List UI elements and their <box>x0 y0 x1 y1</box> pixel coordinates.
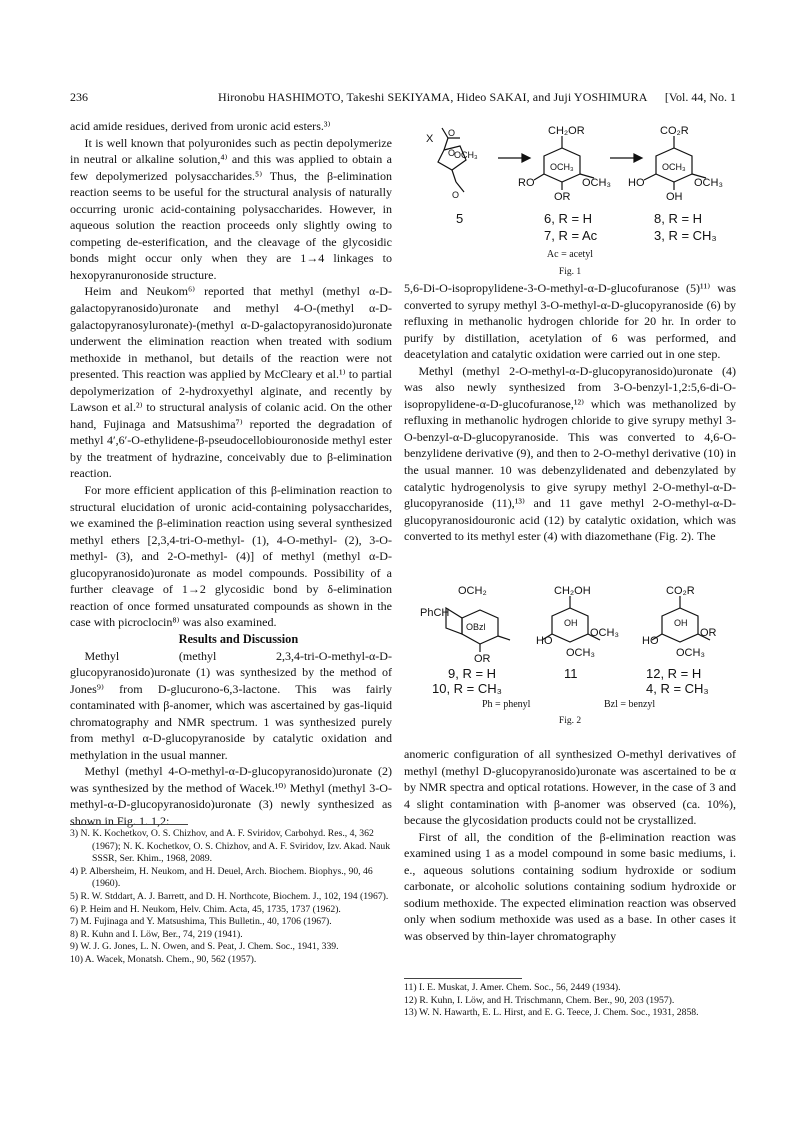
header-authors: Hironobu HASHIMOTO, Takeshi SEKIYAMA, Hideo SAKAI, and Juji YOSHIMURA <box>218 90 648 104</box>
right-footnotes <box>404 978 736 1020</box>
group-label: OR <box>700 627 717 639</box>
group-label: OCH₂ <box>458 585 487 597</box>
group-label: O <box>448 128 456 138</box>
right-column <box>404 280 736 545</box>
group-label: OCH₃ <box>590 627 619 639</box>
group-label: HO <box>628 177 645 189</box>
figure-2 <box>404 580 736 730</box>
figure-2-legend-ph: Ph = phenyl <box>482 699 531 710</box>
section-heading: Results and Discussion <box>178 631 299 646</box>
compound-label: 8, R = H <box>654 211 703 226</box>
footnote-rule <box>70 824 188 825</box>
footnote: 7) M. Fujinaga and Y. Matsushima, This Bulletin., 40, 1706 (1967). <box>70 916 332 928</box>
group-label: OR <box>474 653 491 665</box>
paragraph: Methyl (methyl 2,3,4-tri-O-methyl-α-D-glucopyranosido)uronate (1) was synthesized by the method of Jones⁹⁾ from D-glucurono-6,3-lactone. This was fairly contaminated with β-anomer, which was ascertained by gas-liquid chromatography and NMR spectrum. 1 was synthesized purely from methyl α-D-glucopyranoside by catalytic oxidation and methylation in the usual manner. <box>70 648 392 762</box>
figure-1-legend: Ac = acetyl <box>546 249 594 260</box>
compound-label: 9, R = H <box>448 666 497 681</box>
group-label: O <box>452 190 460 200</box>
paragraph: Methyl (methyl 2-O-methyl-α-D-glucopyranosido)uronate (4) was also newly synthesized from 3-O-benzyl-1,2:5,6-di-O-isopropylidene-α-D-glucofuranose,¹²⁾ which was methanolized by refluxing in methanolic hydrogen chloride to give syrupy methyl 3-O-benzyl-α-D-glucopyranoside. This was converted to 4,6-O-benzylidene derivative (9), and then to 2-O-methyl derivative (10) in the usual manner. 10 was debenzylidenated and debenzylated by catalytic hydrogenolysis to give syrupy methyl 2-O-methyl-α-D-glucopyranoside (11),¹³⁾ and 11 gave methyl 2-O-methyl-α-D-glucopyranosidouronic acid (12) by catalytic oxidation, which was converted to its methyl ester (4) with diazomethane (Fig. 2). The <box>404 363 736 544</box>
group-label: OBzl <box>466 622 486 632</box>
footnote: 11) I. E. Muskat, J. Amer. Chem. Soc., 56, 2449 (1934). <box>404 982 621 993</box>
compound-label: 5 <box>456 211 464 226</box>
compound-label: 12, R = H <box>646 666 702 681</box>
right-column-continued <box>404 746 736 945</box>
group-label: HO <box>642 635 659 647</box>
group-label: OCH₃ <box>676 647 705 659</box>
paragraph: For more efficient application of this β-elimination reaction to structural elucidation of uronic acid-containing polysaccharides, we examined the β-elimination reaction using several synthesized methyl ethers [2,3,4-tri-O-methyl- (1), 4-O-methyl- (2), 3-O-methyl- (3), and 2-O-methyl- (4)] of methyl (methyl α-D-glucopyranosido)uronate as model compounds. Possibility of a further cleavage of 1→2 glycosidic bond by δ-elimination reaction of once formed unsaturated compounds as shown in the case with picroclocin⁸⁾ was also examined. <box>70 483 392 630</box>
page-number: 236 <box>70 90 88 104</box>
group-label: OH <box>564 618 578 628</box>
paragraph: Heim and Neukom⁶⁾ reported that methyl (methyl α-D-galactopyranosido)uronate and methyl 4-O-(methyl α-D-galactopyranosyluronate)-(methyl α-D-galactopyranosido)uronate underwent the elimination reaction when treated with sodium methoxide in methanol, but details of the reaction were not presented. This reaction was applied by McCleary et al.¹⁾ to partial depolymerization of 2-hydroxyethyl alginate, and recently by Lawson et al.²⁾ to structural analysis of colanic acid. On the other hand, Fujinaga and Matsushima⁷⁾ reported the degradation of methyl 4′,6′-O-ethylidene-β-pseudocellobiouronoside methyl ester by the treatment of hydrazine, conceivably due to β-elimination reaction. <box>70 284 392 481</box>
paragraph: anomeric configuration of all synthesized O-methyl derivatives of methyl (methyl D-glucopyranosido)uronate was ascertained to be α by NMR spectra and optical rotations. However, in the case of 3 and 4 slight contamination with β-anomer was observed (ca. 10%), because the glycosidation products could not be crystallized. <box>404 747 736 828</box>
footnote: 13) W. N. Hawarth, E. L. Hirst, and E. G. Teece, J. Chem. Soc., 1931, 2858. <box>404 1007 699 1019</box>
group-label: RO <box>518 177 535 189</box>
compound-label: 4, R = CH₃ <box>646 681 709 696</box>
group-label: CH₂OH <box>554 585 591 597</box>
arrowhead <box>634 154 642 162</box>
group-label: CH₂OR <box>548 125 585 137</box>
group-label: OCH₃ <box>454 150 478 160</box>
figure-1 <box>404 116 736 296</box>
group-label: CO₂R <box>666 585 695 597</box>
arrowhead <box>522 154 530 162</box>
paragraph: 5,6-Di-O-isopropylidene-3-O-methyl-α-D-glucofuranose (5)¹¹⁾ was converted to syrupy methyl 3-O-methyl-α-D-glucopyranoside (6) by refluxing in methanolic hydrogen chloride for 20 hr. In order to purify by distillation, acetylation of 6 was performed, and deacetylation and catalytic oxidation were carried out in one step. <box>404 281 736 362</box>
group-label: OCH₃ <box>550 162 574 172</box>
group-label: OCH₃ <box>582 177 611 189</box>
footnote: 4) P. Albersheim, H. Neukom, and H. Deuel, Arch. Biochem. Biophys., 90, 46 (1960). <box>70 865 373 890</box>
footnote: 12) R. Kuhn, I. Löw, and H. Trischmann, Chem. Ber., 90, 203 (1957). <box>404 994 675 1006</box>
paragraph: First of all, the condition of the β-elimination reaction was examined using 1 as a model compound in some basic mediums, i. e., aqueous solutions containing sodium hydroxide or sodium carbonate, or alcoholic solutions containing sodium hydroxide or sodium methoxide. The expected elimination reaction was observed only when sodium methoxide was used as a base. In other cases it was observed by thin-layer chromatography <box>404 829 736 944</box>
compound-label: 6, R = H <box>544 211 593 226</box>
compound-label: 7, R = Ac <box>544 228 598 243</box>
figure-2-caption: Fig. 2 <box>558 716 582 726</box>
group-label: OH <box>666 191 683 203</box>
group-label: OCH₃ <box>662 162 686 172</box>
paragraph: Methyl (methyl 4-O-methyl-α-D-glucopyranosido)uronate (2) was synthesized by the method of Wacek.¹⁰⁾ Methyl (methyl 3-O-methyl-α-D-glucopyranosido)uronate (3) newly synthesized as shown in Fig. 1. 1,2: <box>70 764 392 828</box>
figure-2-structures <box>404 580 736 690</box>
group-label: HO <box>536 635 553 647</box>
footnote: 8) R. Kuhn and I. Löw, Ber., 74, 219 (1941). <box>70 928 243 940</box>
group-label: OR <box>554 191 571 203</box>
group-label: X <box>426 133 434 145</box>
footnote: 9) W. J. G. Jones, L. N. Owen, and S. Peat, J. Chem. Soc., 1941, 339. <box>70 941 339 953</box>
header-volume: [Vol. 44, No. 1 <box>664 90 736 104</box>
group-label: OCH₃ <box>566 647 595 659</box>
left-footnotes <box>70 824 392 967</box>
paragraph: It is well known that polyuronides such as pectin depolymerize in neutral or alkaline solution,⁴⁾ and this was applied to obtain a few depolymerized polysaccharides.⁵⁾ Thus, the β-elimination reaction seems to be useful for the structural analysis of naturally occurring uronic acid-containing polysaccharides. However, in aqueous solution the reaction proceeds only slightly owing to competing de-esterification, and the cleavage of the glycosidic bonds might occur only when they are 1→4 linkages to hexopyranuronoside structure. <box>70 135 392 282</box>
running-header <box>70 90 736 110</box>
group-label: PhCH <box>420 607 450 619</box>
group-label: CO₂R <box>660 125 689 137</box>
compound-label: 11 <box>564 666 578 681</box>
footnote: 3) N. K. Kochetkov, O. S. Chizhov, and A. F. Sviridov, Carbohyd. Res., 4, 362 (1967); N. K. Kochetkov, O. S. Chizhov, and A. F. Sviridov, Izv. Akad. Nauk SSSR, Ser. Khim., 1968, 2089. <box>70 828 391 865</box>
group-label: OCH₃ <box>694 177 723 189</box>
figure-1-caption: Fig. 1 <box>558 267 582 277</box>
compound-label: 3, R = CH₃ <box>654 228 717 243</box>
figure-1-structures <box>404 116 736 246</box>
paragraph: acid amide residues, derived from uronic acid esters.³⁾ <box>70 119 331 133</box>
compound-label: 10, R = CH₃ <box>432 681 502 696</box>
footnote: 10) A. Wacek, Monatsh. Chem., 90, 562 (1957). <box>70 953 257 965</box>
left-column <box>70 118 392 830</box>
group-label: OH <box>674 618 688 628</box>
footnote: 5) R. W. Stddart, A. J. Barrett, and D. H. Northcote, Biochem. J., 102, 194 (1967). <box>70 890 389 902</box>
footnote: 6) P. Heim and H. Neukom, Helv. Chim. Acta, 45, 1735, 1737 (1962). <box>70 903 341 915</box>
figure-2-legend-bzl: Bzl = benzyl <box>604 699 656 710</box>
footnote-rule <box>404 978 522 979</box>
group-label: O <box>448 148 456 158</box>
